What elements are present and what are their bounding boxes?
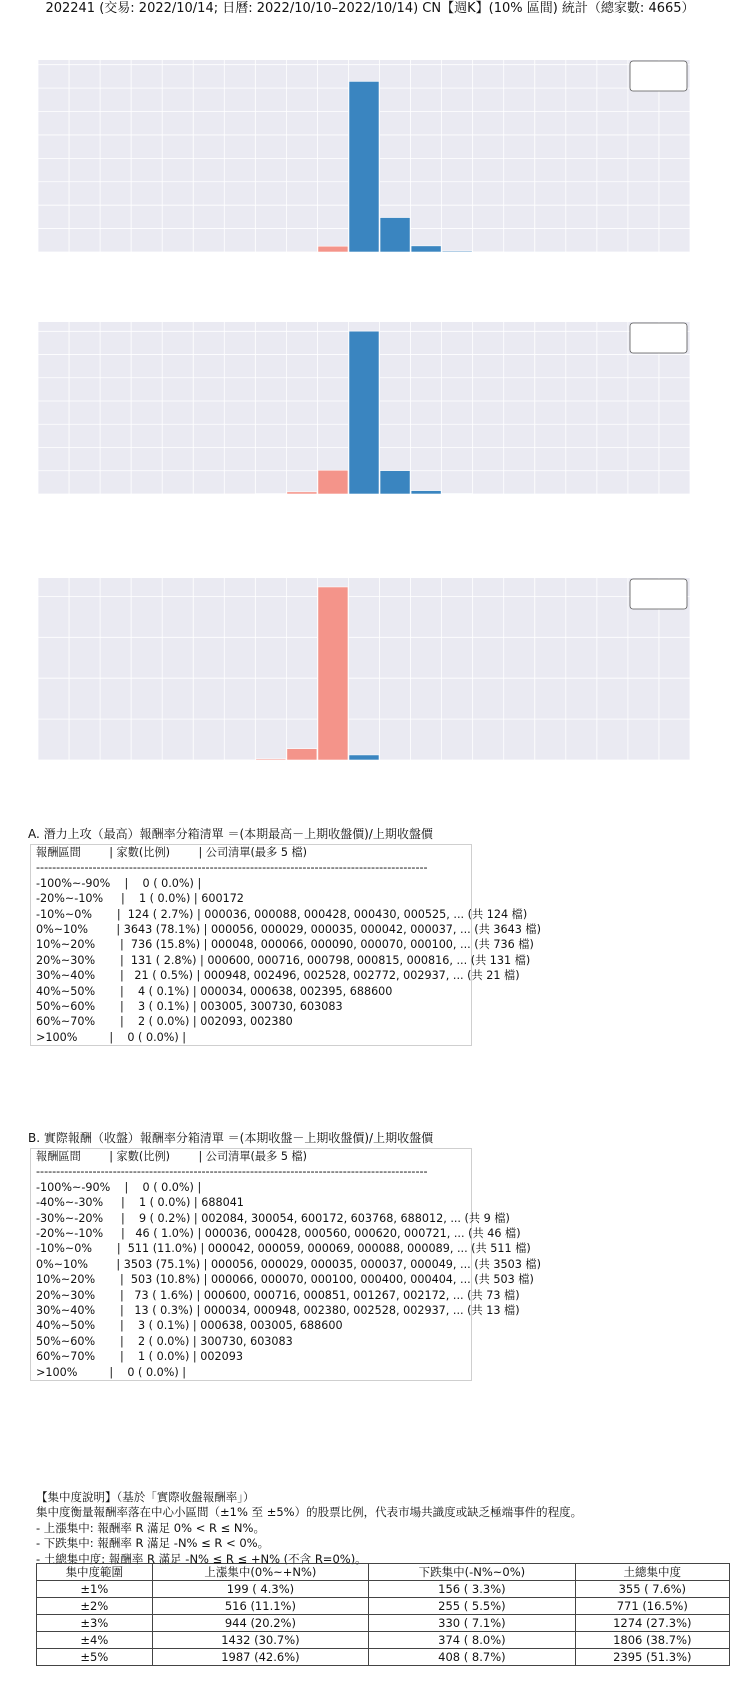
chart-3-wrapper bbox=[0, 560, 740, 820]
legend-box bbox=[630, 579, 687, 609]
list-line: -20%~-10% | 1 ( 0.0%) | 600172 bbox=[36, 892, 244, 906]
table-cell: 2395 (51.3%) bbox=[575, 1649, 729, 1666]
plot-area bbox=[38, 578, 690, 760]
table-cell: 199 ( 4.3%) bbox=[152, 1581, 369, 1598]
bar bbox=[349, 755, 379, 760]
page-title: 202241 (交易: 2022/10/14; 日曆: 2022/10/10–2022/10/14) CN【週K】(10% 區間) 統計（總家數: 4665） bbox=[45, 1, 695, 16]
list-line: >100% | 0 ( 0.0%) | bbox=[36, 1365, 187, 1379]
table-cell: 1274 (27.3%) bbox=[575, 1615, 729, 1632]
list-line: 30%~40% | 21 ( 0.5%) | 000948, 002496, 002528, 002772, 002937, ... (共 21 檔) bbox=[36, 969, 520, 983]
concentration-table-body bbox=[37, 1581, 730, 1666]
table-row bbox=[37, 1598, 730, 1615]
bar bbox=[442, 493, 472, 494]
concentration-table bbox=[36, 1563, 730, 1666]
concentration-line: - 上漲集中: 報酬率 R 滿足 0% < R ≤ N%。 bbox=[36, 1520, 265, 1535]
bar bbox=[442, 251, 472, 252]
bar bbox=[287, 492, 317, 494]
list-line: -20%~-10% | 46 ( 1.0%) | 000036, 000428, 000560, 000620, 000721, ... (共 46 檔) bbox=[36, 1227, 521, 1241]
table-cell: 374 ( 8.0%) bbox=[369, 1632, 575, 1649]
bar bbox=[318, 587, 348, 760]
list-line: 0%~10% | 3503 (75.1%) | 000056, 000029, 000035, 000037, 000049, ... (共 3503 檔) bbox=[36, 1257, 541, 1271]
list-line: 60%~70% | 1 ( 0.0%) | 002093 bbox=[36, 1350, 243, 1364]
list-line: 0%~10% | 3643 (78.1%) | 000056, 000029, 000035, 000042, 000037, ... (共 3643 檔) bbox=[36, 923, 541, 937]
list-line: -30%~-20% | 9 ( 0.2%) | 002084, 300054, 600172, 603768, 688012, ... (共 9 檔) bbox=[36, 1211, 510, 1225]
chart-low bbox=[0, 560, 740, 820]
list-line: 10%~20% | 503 (10.8%) | 000066, 000070, 000100, 000400, 000404, ... (共 503 檔) bbox=[36, 1273, 534, 1287]
table-header-cell: 土總集中度 bbox=[575, 1564, 729, 1581]
bar bbox=[411, 491, 441, 494]
concentration-table-header bbox=[37, 1564, 730, 1581]
table-row bbox=[37, 1649, 730, 1666]
list-line: -40%~-30% | 1 ( 0.0%) | 688041 bbox=[36, 1196, 244, 1210]
table-cell: 944 (20.2%) bbox=[152, 1615, 369, 1632]
list-line: ------------------------------------------------------------------------------------------------- bbox=[36, 861, 428, 875]
legend-box bbox=[630, 61, 687, 91]
list-line: >100% | 0 ( 0.0%) | bbox=[36, 1030, 187, 1044]
list-line: -100%~-90% | 0 ( 0.0%) | bbox=[36, 1180, 202, 1194]
table-cell: ±5% bbox=[37, 1649, 153, 1666]
list-line: 30%~40% | 13 ( 0.3%) | 000034, 000948, 002380, 002528, 002937, ... (共 13 檔) bbox=[36, 1304, 520, 1318]
bar bbox=[349, 331, 379, 494]
table-cell: 1987 (42.6%) bbox=[152, 1649, 369, 1666]
table-cell: 408 ( 8.7%) bbox=[369, 1649, 575, 1666]
table-cell: 355 ( 7.6%) bbox=[575, 1581, 729, 1598]
table-cell: 1806 (38.7%) bbox=[575, 1632, 729, 1649]
list-line: 20%~30% | 73 ( 1.6%) | 000600, 000716, 000851, 001267, 002172, ... (共 73 檔) bbox=[36, 1288, 520, 1302]
section-b-heading: B. 實際報酬（收盤）報酬率分箱清單 ＝(本期收盤－上期收盤價)/上期收盤價 bbox=[28, 1131, 434, 1145]
bar bbox=[256, 759, 286, 760]
concentration-line: - 土總集中度: 報酬率 R 滿足 -N% ≤ R ≤ +N% (不含 R=0%)。 bbox=[36, 1551, 367, 1566]
table-header-cell: 上漲集中(0%~+N%) bbox=[152, 1564, 369, 1581]
concentration-line: 集中度衡量報酬率落在中心小區間（±1% 至 ±5%）的股票比例，代表市場共識度或缺乏極端事件的程度。 bbox=[36, 1505, 583, 1520]
legend-box bbox=[630, 323, 687, 353]
table-cell: ±3% bbox=[37, 1615, 153, 1632]
table-cell: 516 (11.1%) bbox=[152, 1598, 369, 1615]
table-cell: 771 (16.5%) bbox=[575, 1598, 729, 1615]
chart-2-wrapper bbox=[0, 298, 740, 544]
list-line: 60%~70% | 2 ( 0.0%) | 002093, 002380 bbox=[36, 1015, 293, 1029]
list-line: 20%~30% | 131 ( 2.8%) | 000600, 000716, 000798, 000815, 000816, ... (共 131 檔) bbox=[36, 953, 531, 967]
list-line: ------------------------------------------------------------------------------------------------- bbox=[36, 1165, 428, 1179]
bar bbox=[380, 218, 410, 252]
table-cell: 255 ( 5.5%) bbox=[369, 1598, 575, 1615]
table-cell: ±2% bbox=[37, 1598, 153, 1615]
table-cell: ±1% bbox=[37, 1581, 153, 1598]
list-line: 報酬區間 | 家數(比例) | 公司清單(最多 5 檔) bbox=[36, 846, 308, 859]
bar bbox=[287, 749, 317, 760]
bar bbox=[380, 471, 410, 494]
list-line: 10%~20% | 736 (15.8%) | 000048, 000066, 000090, 000070, 000100, ... (共 736 檔) bbox=[36, 938, 534, 952]
chart-1-wrapper bbox=[0, 36, 740, 282]
list-line: -10%~0% | 511 (11.0%) | 000042, 000059, 000069, 000088, 000089, ... (共 511 檔) bbox=[36, 1242, 531, 1256]
table-cell: 156 ( 3.3%) bbox=[369, 1581, 575, 1598]
list-line: -10%~0% | 124 ( 2.7%) | 000036, 000088, 000428, 000430, 000525, ... (共 124 檔) bbox=[36, 907, 528, 921]
list-line: 40%~50% | 4 ( 0.1%) | 000034, 000638, 002395, 688600 bbox=[36, 984, 393, 998]
section-b-list bbox=[30, 1148, 541, 1381]
bar bbox=[349, 81, 379, 252]
list-line: 40%~50% | 3 ( 0.1%) | 000638, 003005, 688600 bbox=[36, 1319, 343, 1333]
table-row bbox=[37, 1581, 730, 1598]
concentration-line: 【集中度說明】（基於「實際收盤報酬率」） bbox=[36, 1490, 255, 1504]
concentration-notes bbox=[36, 1490, 582, 1567]
section-a-list bbox=[30, 844, 541, 1046]
chart-high bbox=[0, 36, 740, 282]
bar bbox=[318, 246, 348, 252]
table-header-cell: 集中度範圍 bbox=[37, 1564, 153, 1581]
table-cell: ±4% bbox=[37, 1632, 153, 1649]
concentration-line: - 下跌集中: 報酬率 R 滿足 -N% ≤ R < 0%。 bbox=[36, 1536, 270, 1551]
section-a-heading: A. 潛力上攻（最高）報酬率分箱清單 ＝(本期最高－上期收盤價)/上期收盤價 bbox=[28, 827, 433, 841]
list-line: 50%~60% | 3 ( 0.1%) | 003005, 300730, 603083 bbox=[36, 1000, 343, 1014]
table-row bbox=[37, 1632, 730, 1649]
list-line: 報酬區間 | 家數(比例) | 公司清單(最多 5 檔) bbox=[36, 1150, 308, 1163]
table-cell: 1432 (30.7%) bbox=[152, 1632, 369, 1649]
bar bbox=[411, 246, 441, 252]
list-line: 50%~60% | 2 ( 0.0%) | 300730, 603083 bbox=[36, 1334, 293, 1348]
chart-close bbox=[0, 298, 740, 544]
bar bbox=[318, 470, 348, 494]
list-line: -100%~-90% | 0 ( 0.0%) | bbox=[36, 876, 202, 890]
table-header-cell: 下跌集中(-N%~0%) bbox=[369, 1564, 575, 1581]
table-row bbox=[37, 1615, 730, 1632]
table-cell: 330 ( 7.1%) bbox=[369, 1615, 575, 1632]
